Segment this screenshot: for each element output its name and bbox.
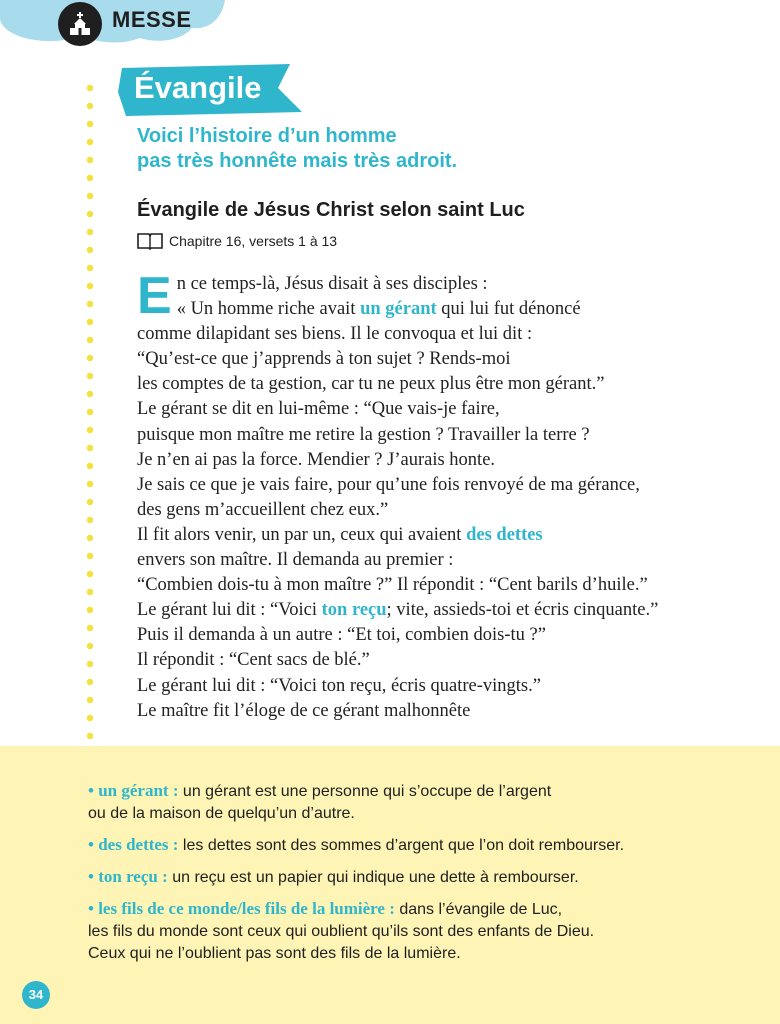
- highlight-term: des dettes: [466, 524, 543, 545]
- chapter-text: Chapitre 16, versets 1 à 13: [169, 233, 338, 250]
- text-line: Je sais ce que je vais faire, pour qu’une fois renvoyé de ma gérance,: [137, 474, 640, 495]
- glossary-item: • des dettes : les dettes sont des sommes d’argent que l’on doit rembourser.: [88, 835, 625, 854]
- text-line: Je n’en ai pas la force. Mendier ? J’aurais honte.: [137, 449, 496, 470]
- glossary-term: • un gérant :: [88, 781, 179, 800]
- glossary-term: • ton reçu :: [88, 867, 168, 886]
- dotted-margin-line: [83, 84, 97, 744]
- glossary-term: • les fils de ce monde/les fils de la lumière :: [88, 899, 395, 918]
- text-line: « Un homme riche avait un gérant qui lui fut dénoncé: [176, 299, 581, 320]
- subtitle: Voici l’histoire d’un homme pas très honnête mais très adroit.: [137, 125, 458, 172]
- text-line: Il répondit : “Cent sacs de blé.”: [137, 650, 370, 671]
- text-line: envers son maître. Il demanda au premier :: [137, 550, 454, 571]
- text-line: puisque mon maître me retire la gestion ? Travailler la terre ?: [137, 424, 590, 445]
- text-line: Le gérant lui dit : “Voici ton reçu, écris quatre-vingts.”: [137, 675, 541, 696]
- text-line: Puis il demanda à un autre : “Et toi, combien dois-tu ?”: [137, 625, 546, 646]
- book-icon: [137, 232, 163, 253]
- text-line: “Qu’est-ce que j’apprends à ton sujet ? Rends-moi: [137, 349, 511, 370]
- glossary-item: • un gérant : un gérant est une personne qui s’occupe de l’argent ou de la maison de quelqu’un d’autre.: [88, 781, 552, 822]
- text-line: “Combien dois-tu à mon maître ?” Il répondit : “Cent barils d’huile.”: [137, 575, 648, 596]
- church-icon: [58, 2, 102, 46]
- glossary-term: • des dettes :: [88, 835, 179, 854]
- page-title: Évangile: [134, 70, 262, 105]
- text-line: Il fit alors venir, un par un, ceux qui avaient des dettes: [137, 524, 543, 545]
- section-label: MESSE: [112, 7, 192, 32]
- chapter-reference: [137, 232, 337, 253]
- gospel-reference: Évangile de Jésus Christ selon saint Luc: [137, 199, 525, 221]
- text-line: les comptes de ta gestion, car tu ne peux plus être mon gérant.”: [137, 374, 605, 395]
- highlight-term: un gérant: [360, 299, 437, 320]
- gospel-text: [137, 267, 747, 724]
- highlight-term: ton reçu: [321, 600, 387, 621]
- text-line: Le gérant se dit en lui-même : “Que vais-je faire,: [137, 399, 500, 420]
- glossary-item: • ton reçu : un reçu est un papier qui indique une dette à rembourser.: [88, 867, 579, 886]
- page-number: 34: [22, 981, 50, 1009]
- text-line: comme dilapidant ses biens. Il le convoqua et lui dit :: [137, 324, 533, 345]
- drop-cap: E: [137, 267, 172, 325]
- text-line: Le gérant lui dit : “Voici ton reçu; vite, assieds-toi et écris cinquante.”: [137, 600, 659, 621]
- text-line: Le maître fit l’éloge de ce gérant malhonnête: [137, 700, 471, 721]
- glossary-item: • les fils de ce monde/les fils de la lumière : dans l’évangile de Luc, les fils du monde sont ceux qui oublient qu’ils sont des enfants de Dieu. Ceux qui ne l’oublient pas sont des fils de la lumière.: [88, 899, 595, 962]
- glossary-box: [0, 746, 780, 1024]
- text-line: des gens m’accueillent chez eux.”: [137, 499, 389, 520]
- text-line: n ce temps-là, Jésus disait à ses disciples :: [176, 274, 488, 294]
